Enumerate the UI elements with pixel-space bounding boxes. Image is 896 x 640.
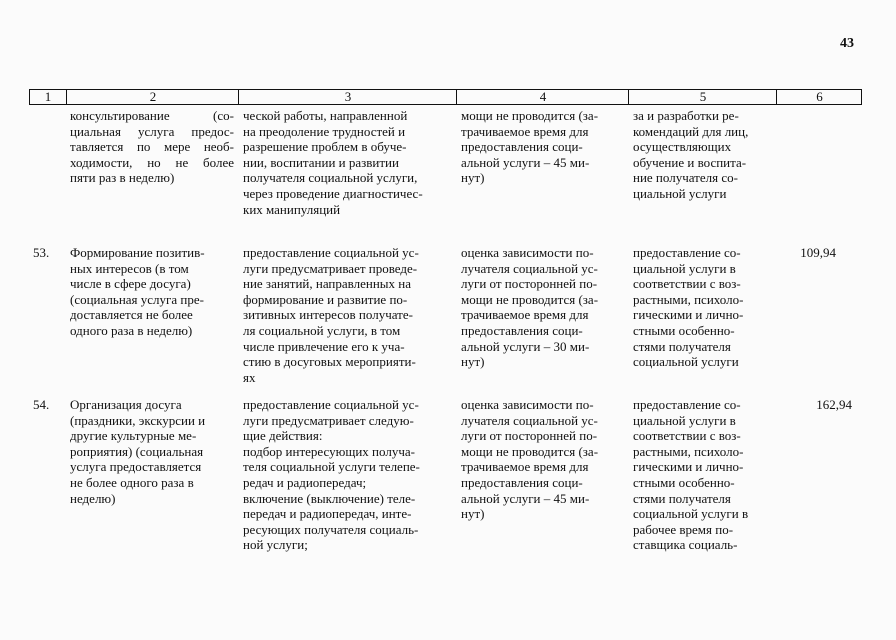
header-cell-1: 1 <box>44 89 52 104</box>
text-line: альной услуги – 30 ми- <box>461 338 590 354</box>
text-line: зитивных интересов получате- <box>243 307 413 323</box>
header-cell-5: 5 <box>628 90 777 104</box>
header-cell-6: 6 <box>776 90 862 104</box>
text-line: ходимости, но не более <box>70 154 234 170</box>
text-line: лучателя социальной ус- <box>461 412 598 428</box>
text-line: растными, психоло- <box>633 291 744 307</box>
text-line: ставщика социаль- <box>633 537 738 553</box>
text-line: ческой работы, направленной <box>243 108 408 123</box>
table-header-row <box>29 89 862 105</box>
text-line: редач и радиопередач; <box>243 474 367 490</box>
row53-col4 <box>461 245 626 370</box>
text-line: ние получателя со- <box>633 170 738 186</box>
text-line: социальной услуги <box>633 354 739 370</box>
header-cell-3: 3 <box>238 90 457 104</box>
text-line: стями получателя <box>633 338 731 354</box>
row54-col4 <box>461 397 626 522</box>
text-line: предоставление со- <box>633 397 741 412</box>
text-line: разрешение проблем в обуче- <box>243 139 407 155</box>
text-line: мощи не проводится (за- <box>461 108 599 123</box>
text-line: (праздники, экскурсии и <box>70 412 206 428</box>
text-line: Формирование позитив- <box>70 245 205 260</box>
text-line: подбор интересующих получа- <box>243 443 415 459</box>
text-line: луги предусматривает проведе- <box>243 260 418 276</box>
continuation-col5 <box>633 108 773 202</box>
text-line: соответствии с воз- <box>633 428 741 444</box>
text-line: обучение и воспита- <box>633 154 747 170</box>
text-line: ных интересов (в том <box>70 260 189 276</box>
text-line: нут) <box>461 354 485 370</box>
text-line: луги от посторонней по- <box>461 428 598 444</box>
text-line: мощи не проводится (за- <box>461 291 599 307</box>
text-line: комендаций для лиц, <box>633 123 749 139</box>
text-line: пяти раз в неделю) <box>70 170 175 186</box>
text-line: предоставление социальной ус- <box>243 397 419 412</box>
text-line: через проведение диагностичес- <box>243 185 423 201</box>
row54-col5 <box>633 397 773 553</box>
continuation-col2 <box>70 108 234 186</box>
text-line: трачиваемое время для <box>461 123 589 139</box>
text-line: социальной услуги в <box>633 506 749 522</box>
text-line: передач и радиопередач, инте- <box>243 506 412 522</box>
row53-col3 <box>243 245 453 385</box>
text-line: стию в досуговых мероприяти- <box>243 354 416 370</box>
text-line: неделю) <box>70 490 116 506</box>
text-line: тавляется по мере необ- <box>70 139 234 155</box>
text-line: щие действия: <box>243 428 323 444</box>
text-line: нут) <box>461 506 485 522</box>
text-line: ких манипуляций <box>243 201 341 217</box>
text-line: гическими и лично- <box>633 307 744 323</box>
continuation-col4 <box>461 108 626 186</box>
text-line: гическими и лично- <box>633 459 744 475</box>
text-line: стными особенно- <box>633 474 735 490</box>
text-line: роприятия) (социальная <box>70 443 204 459</box>
text-line: луги от посторонней по- <box>461 276 598 292</box>
text-line: получателя социальной услуги, <box>243 170 418 186</box>
text-line: консультирование (со- <box>70 108 234 123</box>
text-line: трачиваемое время для <box>461 459 589 475</box>
text-line: оценка зависимости по- <box>461 397 594 412</box>
text-line: предоставление социальной ус- <box>243 245 419 260</box>
text-line: на преодоление трудностей и <box>243 123 406 139</box>
text-line: доставляется не более <box>70 307 193 323</box>
text-line: циальная услуга предос- <box>70 123 234 139</box>
text-line: альной услуги – 45 ми- <box>461 490 590 506</box>
text-line: нии, воспитании и развитии <box>243 154 399 170</box>
price-value: 109,94 <box>800 245 836 260</box>
text-line: формирование и развитие по- <box>243 291 408 307</box>
text-line: осуществляющих <box>633 139 732 155</box>
text-line: ля социальной услуги, в том <box>243 322 401 338</box>
text-line: предоставление со- <box>633 245 741 260</box>
text-line: числе в сфере досуга) <box>70 276 191 292</box>
text-line: лучателя социальной ус- <box>461 260 598 276</box>
text-line: ях <box>243 369 256 385</box>
text-line: трачиваемое время для <box>461 307 589 323</box>
text-line: не более одного раза в <box>70 474 194 490</box>
text-line: нут) <box>461 170 485 186</box>
text-line: ресующих получателя социаль- <box>243 521 419 537</box>
text-line: включение (выключение) теле- <box>243 490 416 506</box>
text-line: циальной услуги в <box>633 260 736 276</box>
text-line: (социальная услуга пре- <box>70 291 204 307</box>
continuation-col3 <box>243 108 453 217</box>
row54-col3 <box>243 397 453 553</box>
text-line: циальной услуги <box>633 185 727 201</box>
price-value: 162,94 <box>816 397 852 412</box>
text-line: рабочее время по- <box>633 521 734 537</box>
text-line: растными, психоло- <box>633 443 744 459</box>
row53-col2 <box>70 245 234 339</box>
row-number: 53. <box>33 245 50 260</box>
text-line: ной услуги; <box>243 537 308 553</box>
text-line: соответствии с воз- <box>633 276 741 292</box>
text-line: одного раза в неделю) <box>70 322 193 338</box>
text-line: другие культурные ме- <box>70 428 197 444</box>
text-line: Организация досуга <box>70 397 182 412</box>
row53-col5 <box>633 245 773 370</box>
row-number: 54. <box>33 397 50 412</box>
text-line: альной услуги – 45 ми- <box>461 154 590 170</box>
page-number: 43 <box>840 36 854 51</box>
text-line: предоставления соци- <box>461 139 583 155</box>
text-line: теля социальной услуги телепе- <box>243 459 420 475</box>
header-cell-4: 4 <box>456 90 629 104</box>
text-line: предоставления соци- <box>461 474 583 490</box>
text-line: циальной услуги в <box>633 412 736 428</box>
text-line: мощи не проводится (за- <box>461 443 599 459</box>
text-line: оценка зависимости по- <box>461 245 594 260</box>
text-line: числе привлечение его к уча- <box>243 338 405 354</box>
text-line: стями получателя <box>633 490 731 506</box>
row54-col2 <box>70 397 234 506</box>
header-cell-2: 2 <box>66 90 239 104</box>
text-line: за и разработки ре- <box>633 108 739 123</box>
text-line: услуга предоставляется <box>70 459 202 475</box>
text-line: стными особенно- <box>633 322 735 338</box>
text-line: луги предусматривает следую- <box>243 412 414 428</box>
text-line: ние занятий, направленных на <box>243 276 412 292</box>
text-line: предоставления соци- <box>461 322 583 338</box>
